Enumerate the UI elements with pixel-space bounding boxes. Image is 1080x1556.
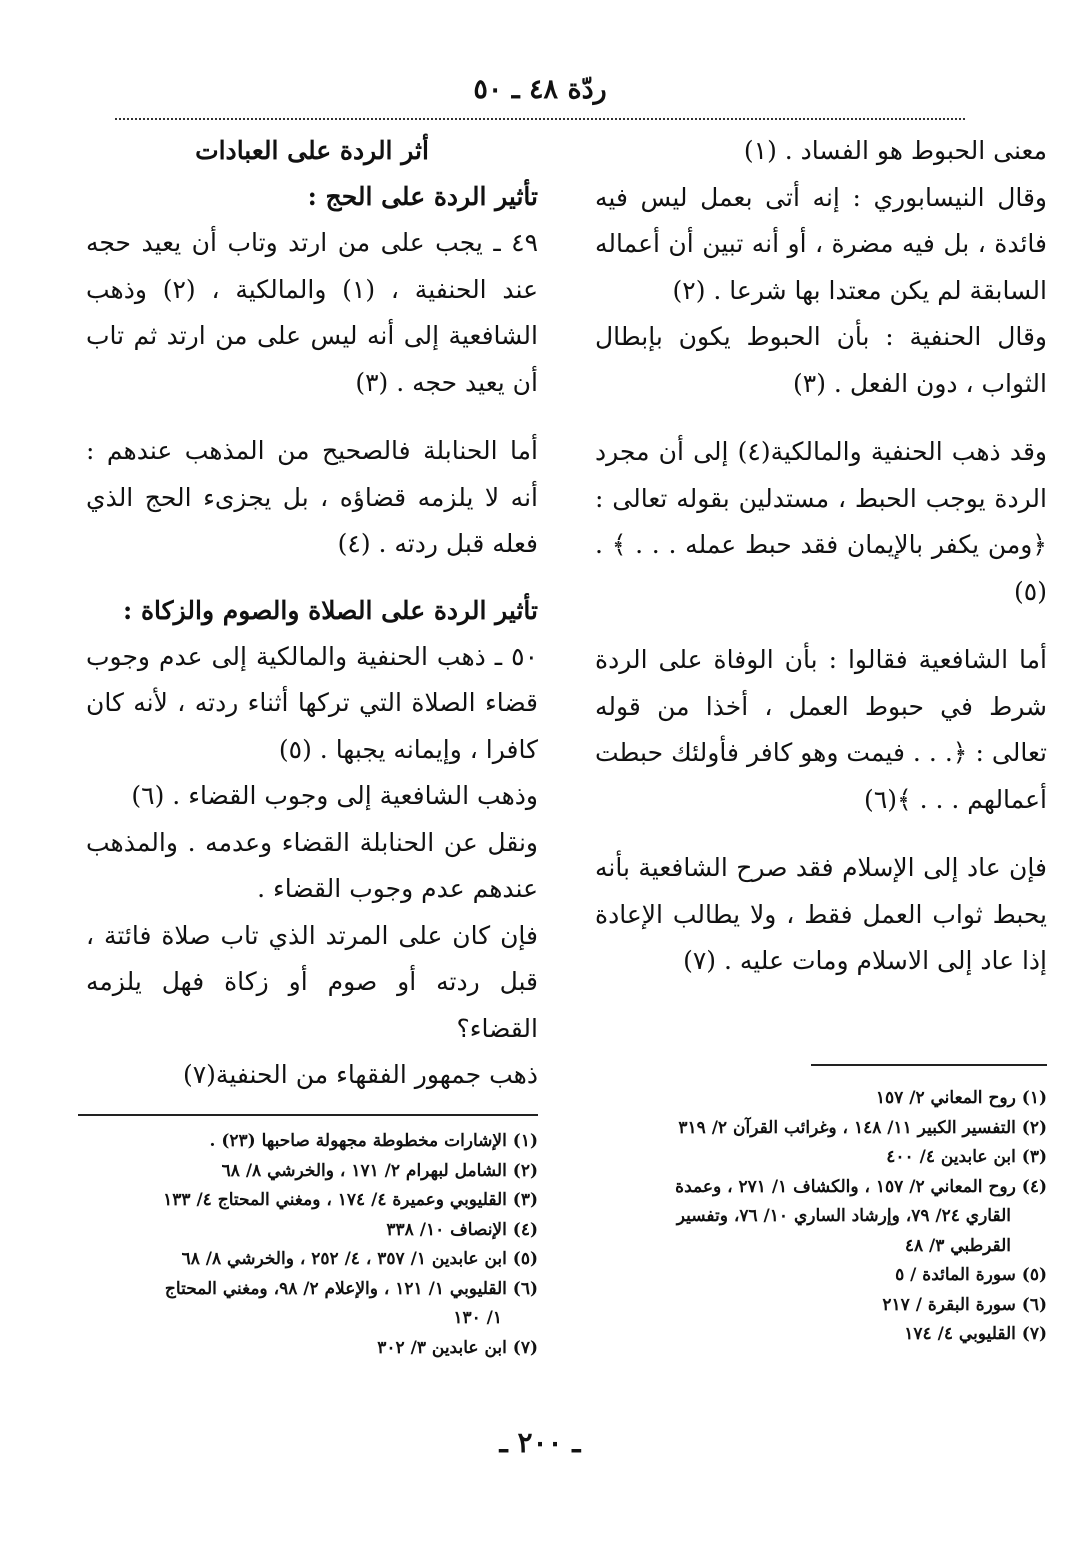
footnote: (٤) الإنصاف ١٠/ ٣٣٨ (386, 1219, 538, 1240)
paragraph: وقال الحنفية : بأن الحبوط يكون بإبطال الثواب ، دون الفعل . (٣) (595, 322, 1047, 398)
footnote: (٥) ابن عابدين ١/ ٣٥٧ ، ٤/ ٢٥٢ ، والخرشي ٨/ ٦٨ (181, 1249, 538, 1269)
paragraph: ذهب جمهور الفقهاء من الحنفية(٧) (182, 1060, 538, 1089)
subheading-prayer: تأثير الردة على الصلاة والصوم والزكاة : (123, 595, 538, 625)
paragraph: وقد ذهب الحنفية والمالكية(٤) إلى أن مجرد الردة يوجب الحبط ، مستدلين بقوله تعالى : ﴿ومن يكفر بالإيمان فقد حبط عمله . . . ﴾ . (٥) (595, 437, 1047, 606)
paragraph: ونقل عن الحنابلة القضاء وعدمه . والمذهب عندهم عدم وجوب القضاء . (86, 827, 538, 903)
paragraph: وقال النيسابوري : إنه أتى بعمل ليس فيه فائدة ، بل فيه مضرة ، أو أنه تبين أن أعماله السابقة لم يكن معتدا بها شرعا . (٢) (595, 182, 1047, 305)
footnote: (٦) سورة البقرة / ٢١٧ (882, 1294, 1047, 1315)
paragraph: ٥٠ ـ ذهب الحنفية والمالكية إلى عدم وجوب قضاء الصلاة التي تركها أثناء ردته ، لأنه كان كافرا ، وإيمانه يجبها . (٥) (86, 641, 538, 764)
footnotes-left (86, 1127, 538, 1363)
left-column (86, 128, 538, 1099)
running-header: ردّة ٤٨ ـ ٥٠ (473, 74, 607, 105)
footnote: (١) الإشارات مخطوطة مجهولة صاحبها (٢٣) . (209, 1131, 538, 1151)
footnotes-right (595, 1084, 1047, 1350)
footnote: (٤) روح المعاني ٢/ ١٥٧ ، والكشاف ١/ ٢٧١ ، وعمدة (675, 1176, 1047, 1197)
footnote: (٣) القليوبي وعميرة ٤/ ١٧٤ ، ومغني المحتاج ٤/ ١٣٣ (163, 1190, 538, 1210)
footnote-continuation: ١/ ١٣٠ (453, 1308, 502, 1328)
footnote: (١) روح المعاني ٢/ ١٥٧ (875, 1088, 1047, 1108)
paragraph: أما الحنابلة فالصحيح من المذهب عندهم : أنه لا يلزمه قضاؤه ، بل يجزىء الحج الذي فعله قبل ردته . (٤) (86, 436, 538, 558)
footnote-rule-right (811, 1064, 1047, 1066)
right-column (595, 128, 1047, 985)
footnote: (٧) القليوبي ٤/ ١٧٤ (904, 1324, 1047, 1344)
footnote-continuation: القرطبي ٣/ ٤٨ (904, 1235, 1011, 1256)
footnote-continuation: القاري ٢٤/ ٧٩، وإرشاد الساري ١٠/ ٧٦، وتفسير (676, 1206, 1011, 1226)
subheading-hajj: تأثير الردة على الحج : (307, 182, 538, 211)
paragraph: معنى الحبوط هو الفساد . (١) (743, 136, 1047, 165)
footnote: (٥) سورة المائدة / ٥ (895, 1265, 1047, 1285)
footnote: (٧) ابن عابدين ٣/ ٣٠٢ (377, 1337, 538, 1358)
paragraph: فإن عاد إلى الإسلام فقد صرح الشافعية بأنه يحبط ثواب العمل فقط ، ولا يطالب الإعادة إذا عاد إلى الاسلام ومات عليه . (٧) (595, 853, 1047, 975)
page-number: ـ ٢٠٠ ـ (499, 1426, 581, 1459)
header-dotted-rule (115, 118, 965, 120)
footnote-rule-left (78, 1114, 538, 1116)
paragraph: فإن كان على المرتد الذي تاب صلاة فائتة ، قبل ردته أو صوم أو زكاة فهل يلزمه القضاء؟ (86, 920, 538, 1043)
footnote: (٦) القليوبي ١/ ١٢١ ، والإعلام ٢/ ٩٨، ومغني المحتاج (164, 1278, 538, 1299)
section-heading: أثر الردة على العبادات (195, 136, 429, 165)
paragraph: أما الشافعية فقالوا : بأن الوفاة على الردة شرط في حبوط العمل ، أخذا من قوله تعالى : ﴿. . . فيمت وهو كافر فأولئك حبطت أعمالهم . . . ﴾(٦) (595, 645, 1047, 814)
paragraph: وذهب الشافعية إلى وجوب القضاء . (٦) (131, 781, 538, 810)
footnote: (٢) التفسير الكبير ١١/ ١٤٨ ، وغرائب القرآن ٢/ ٣١٩ (678, 1117, 1047, 1138)
footnote: (٢) الشامل لبهرام ٢/ ١٧١ ، والخرشي ٨/ ٦٨ (221, 1160, 538, 1181)
footnote: (٣) ابن عابدين ٤/ ٤٠٠ (886, 1147, 1047, 1167)
paragraph: ٤٩ ـ يجب على من ارتد وتاب أن يعيد حجه عند الحنفية ، (١) والمالكية ، (٢) وذهب الشافعية إلى أنه ليس على من ارتد ثم تاب أن يعيد حجه . (٣) (86, 228, 538, 397)
